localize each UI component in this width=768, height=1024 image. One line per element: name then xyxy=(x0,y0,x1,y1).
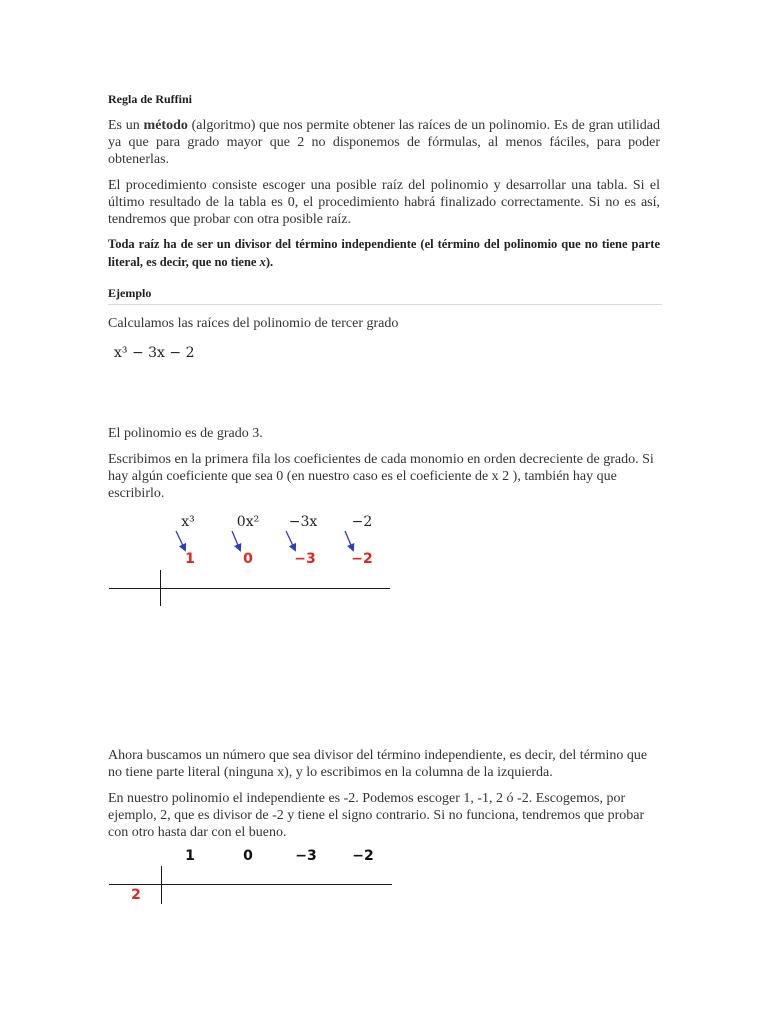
intro-text-end: (algoritmo) que nos permite obtener las raíces de un polinomio. Es de gran utilidad ya que para grado mayor que 2 no disponemos de fórmulas, al menos fáciles, para poder obtenerlas. xyxy=(108,118,660,167)
coefficient-1: 1 xyxy=(185,551,195,567)
row-coefficient-minus-2: −2 xyxy=(352,848,374,864)
divisor-rule-variable: x xyxy=(259,255,266,269)
row-coefficient-minus-3: −3 xyxy=(295,848,317,864)
intro-text-start: Es un xyxy=(108,118,144,133)
procedure-paragraph: El procedimiento consiste escoger una posible raíz del polinomio y desarrollar una tabla. Si el último resultado de la tabla es 0, el procedimiento habrá finalizado correctamente. Si no es así, tendremos que probar con otra posible raíz. xyxy=(108,178,660,227)
example-intro-paragraph: Calculamos las raíces del polinomio de tercer grado xyxy=(108,316,399,331)
table2-horizontal-line xyxy=(109,884,392,885)
term-zero-x-squared: 0x² xyxy=(236,514,260,530)
divisor-rule-text-end: ). xyxy=(265,255,274,269)
row-coefficient-1: 1 xyxy=(185,848,195,864)
coefficient-0: 0 xyxy=(243,551,253,567)
divisor-search-paragraph: Ahora buscamos un número que sea divisor del término independiente, es decir, del término que no tiene parte literal (ninguna x), y lo escribimos en la columna de la izquierda. xyxy=(108,748,648,780)
choose-root-paragraph: En nuestro polinomio el independiente es -2. Podemos escoger 1, -1, 2 ó -2. Escogemos, por ejemplo, 2, que es divisor de -2 y tiene el signo contrario. Si no funciona, tendremos que probar con otro hasta dar con el bueno. xyxy=(108,791,645,840)
coefficients-paragraph: Escribimos en la primera fila los coeficientes de cada monomio en orden decreciente de grado. Si hay algún coeficiente que sea 0 (en nuestro caso es el coeficiente de x 2 ), también hay que escribirlo. xyxy=(108,452,654,501)
row-coefficient-0: 0 xyxy=(243,848,253,864)
chosen-root: 2 xyxy=(131,887,141,903)
term-minus-2: −2 xyxy=(351,514,373,530)
coefficient-minus-2: −2 xyxy=(351,551,373,567)
coefficient-minus-3: −3 xyxy=(294,551,316,567)
polynomial-expression: x³ − 3x − 2 xyxy=(114,345,195,361)
term-minus-3x: −3x xyxy=(288,514,318,530)
intro-bold-term: método xyxy=(143,118,188,133)
table2-vertical-line xyxy=(161,866,162,904)
term-x-cubed: x³ xyxy=(181,514,195,530)
section-heading-ruffini: Regla de Ruffini xyxy=(108,92,192,106)
degree-paragraph: El polinomio es de grado 3. xyxy=(108,426,263,441)
divisor-rule-text: Toda raíz ha de ser un divisor del término independiente (el término del polinomio que no tiene parte literal, es decir, que no tiene xyxy=(108,237,660,269)
section-heading-example: Ejemplo xyxy=(108,286,152,300)
